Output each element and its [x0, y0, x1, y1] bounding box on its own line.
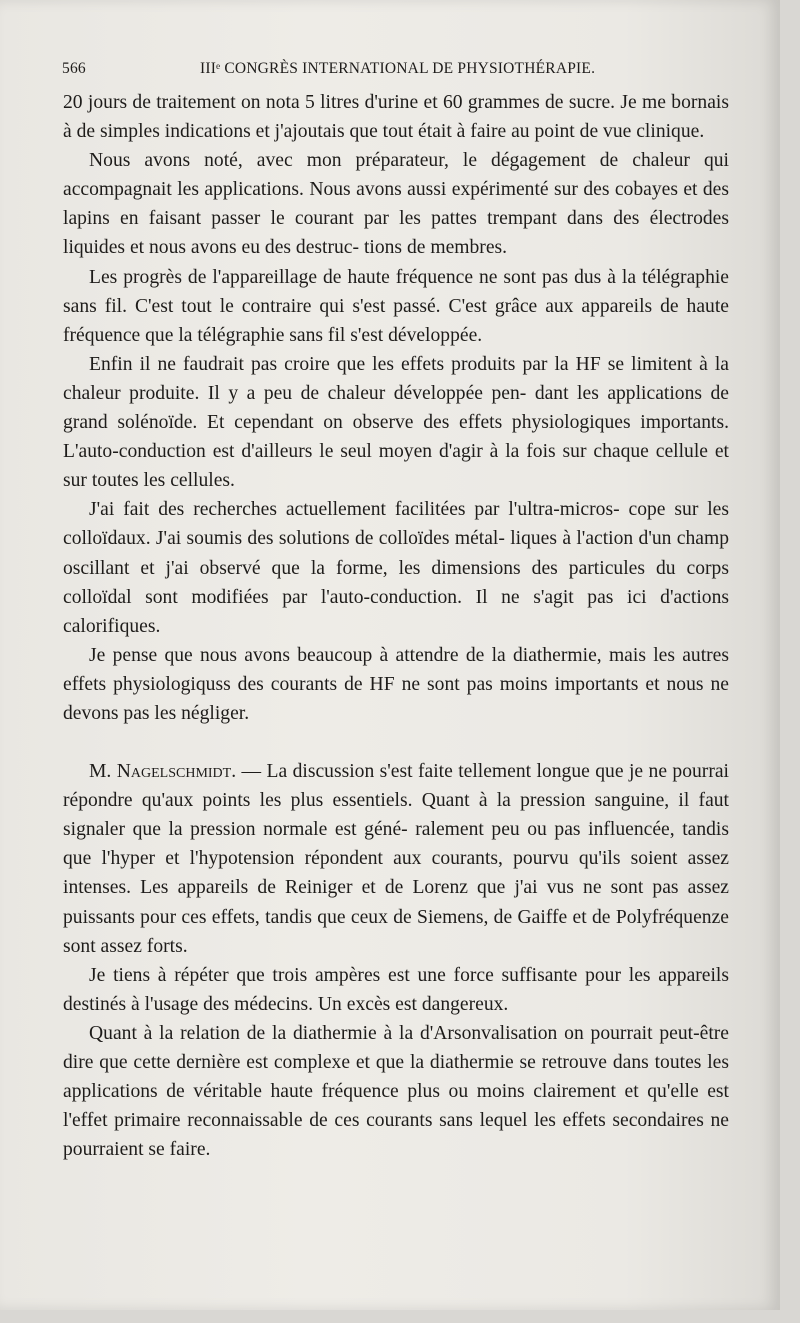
paragraph: Enfin il ne faudrait pas croire que les effets produits par la HF se limitent à la chaleur produite. Il y a peu de chaleur développée pen- dant les applications de grand solénoïde. Et cependant on observe des effets physiologiques importants. L'auto-conduction est d'ailleurs le seul moyen d'agir à la fois sur chaque cellule et sur toutes les cellules. [63, 353, 730, 492]
paragraph: 20 jours de traitement on nota 5 litres d'urine et 60 grammes de sucre. Je me bornais à de simples indications et j'ajoutais que tout était à faire au point de vue clinique. [63, 92, 729, 143]
paragraph: Quant à la relation de la diathermie à la d'Arsonvalisation on pourrait peut-être dire que cette dernière est complexe et que la diathermie se retrouve dans toutes les applications de véritable haute fréquence plus ou moins clairement et qu'elle est l'effet primaire reconnaissable de ces courants sans lequel les effets secondaires ne pourraient se faire. [63, 1022, 729, 1161]
paragraph: J'ai fait des recherches actuellement facilitées par l'ultra-micros- cope sur les colloïdaux. J'ai soumis des solutions de colloïdes métal- liques à l'action d'un champ oscillant et j'ai observé que la forme, les dimensions des particules du corps colloïdal sont modifiées par l'auto-conduction. Il ne s'agit pas ici d'actions calorifiques. [63, 499, 729, 637]
paragraph: Je tiens à répéter que trois ampères est une force suffisante pour les appareils destinés à l'usage des médecins. Un excès est dangereux. [63, 964, 729, 1015]
body-text [63, 88, 729, 1164]
paragraph-speaker: M. Nagelschmidt. — La discussion s'est faite tellement longue que je ne pourrai répondre qu'aux points les plus essentiels. Quant à la pression sanguine, il faut signaler que la pression normale est géné- ralement peu ou pas influencée, tandis que l'hyper et l'hypotension répondent aux courants, pourvu qu'ils soient assez intenses. Les appareils de Reiniger et de Lorenz que j'ai vus ne sont pas assez puissants pour ces effets, tandis que ceux de Siemens, de Gaiffe et de Polyfréquenze sont assez forts. [63, 761, 730, 957]
page-number: 566 [62, 60, 86, 77]
paragraph: Je pense que nous avons beaucoup à attendre de la diathermie, mais les autres effets physiologiquss des courants de HF ne sont pas moins importants et nous ne devons pas les négliger. [63, 644, 729, 724]
paragraph: Les progrès de l'appareillage de haute fréquence ne sont pas dus à la télégraphie sans fil. C'est tout le contraire qui s'est passé. C'est grâce aux appareils de haute fréquence que la télégraphie sans fil s'est développée. [63, 266, 730, 346]
speaker-name: M. Nagelschmidt. [89, 761, 237, 783]
paragraph: Nous avons noté, avec mon préparateur, le dégagement de chaleur qui accompagnait les applications. Nous avons aussi expérimenté sur des cobayes et des lapins en faisant passer le courant par les pattes trempant dans des électrodes liquides et nous avons eu des destruc- tions de membres. [63, 150, 730, 259]
running-title: IIIᵉ CONGRÈS INTERNATIONAL DE PHYSIOTHÉRAPIE. [200, 60, 596, 77]
